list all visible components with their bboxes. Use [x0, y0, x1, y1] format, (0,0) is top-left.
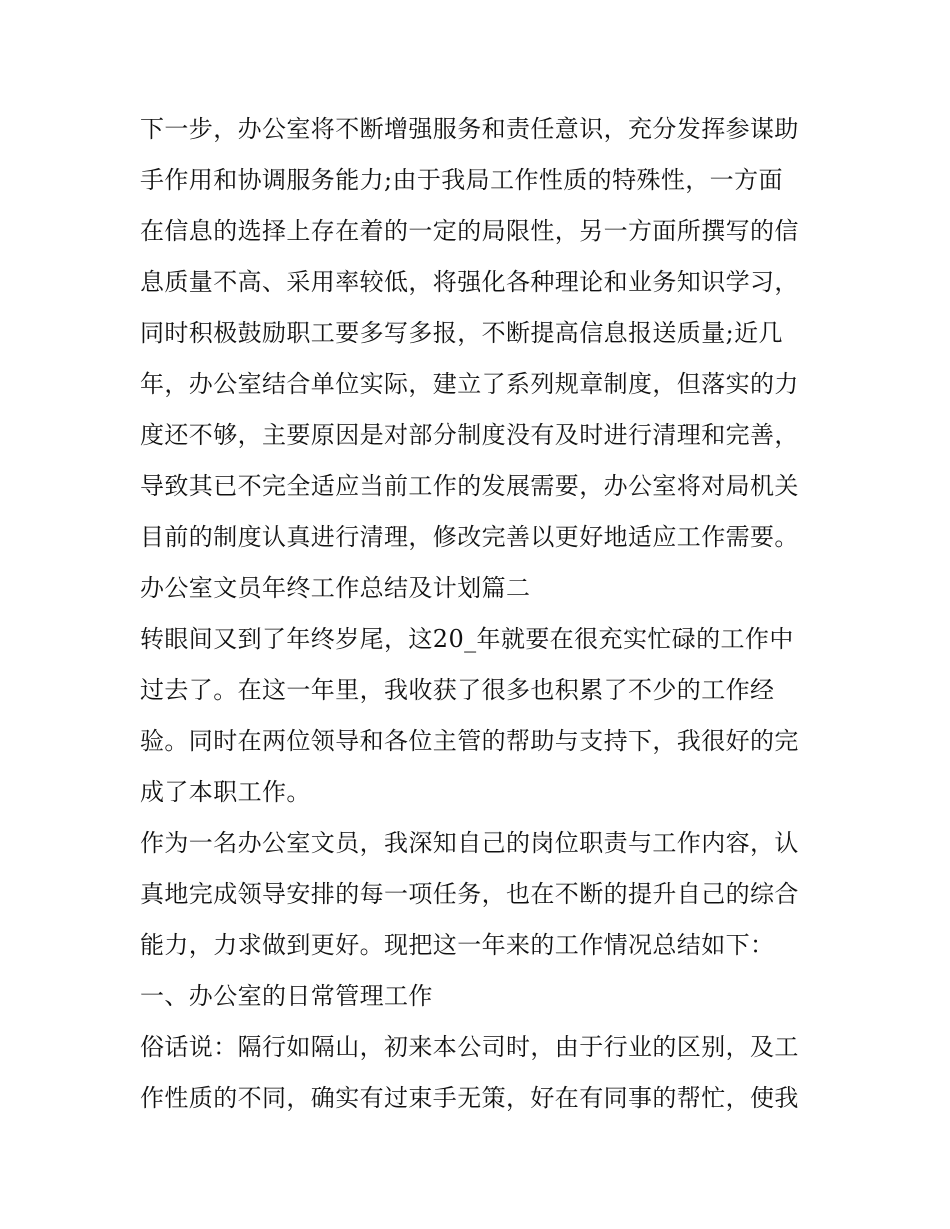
subsection-heading: 一、办公室的日常管理工作 — [140, 982, 433, 1010]
text-line: 真地完成领导安排的每一项任务，也在不断的提升自己的综合 — [140, 880, 799, 908]
text-line: 能力，力求做到更好。现把这一年来的工作情况总结如下： — [140, 931, 775, 959]
text-line: 过去了。在这一年里，我收获了很多也积累了不少的工作经 — [140, 676, 775, 704]
text-line: 俗话说：隔行如隔山，初来本公司时，由于行业的区别，及工 — [140, 1033, 799, 1061]
text-line: 作性质的不同，确实有过束手无策，好在有同事的帮忙，使我 — [140, 1084, 799, 1112]
text-line: 手作用和协调服务能力;由于我局工作性质的特殊性，一方面 — [140, 166, 783, 194]
text-line: 同时积极鼓励职工要多写多报，不断提高信息报送质量;近几 — [140, 319, 783, 347]
section-heading: 办公室文员年终工作总结及计划篇二 — [140, 574, 531, 602]
document-body — [140, 104, 820, 1124]
text-line: 下一步，办公室将不断增强服务和责任意识，充分发挥参谋助 — [140, 115, 799, 143]
text-line: 导致其已不完全适应当前工作的发展需要，办公室将对局机关 — [140, 472, 799, 500]
text-line: 在信息的选择上存在着的一定的局限性，另一方面所撰写的信 — [140, 217, 799, 245]
text-line: 年，办公室结合单位实际，建立了系列规章制度，但落实的力 — [140, 370, 799, 398]
text-line: 目前的制度认真进行清理，修改完善以更好地适应工作需要。 — [140, 523, 799, 551]
text-line: 度还不够，主要原因是对部分制度没有及时进行清理和完善， — [140, 421, 799, 449]
text-line: 息质量不高、采用率较低，将强化各种理论和业务知识学习， — [140, 268, 799, 296]
text-line: 成了本职工作。 — [140, 778, 311, 806]
text-line: 作为一名办公室文员，我深知自己的岗位职责与工作内容，认 — [140, 829, 799, 857]
text-line: 转眼间又到了年终岁尾，这20_年就要在很充实忙碌的工作中 — [140, 625, 794, 653]
text-line: 验。同时在两位领导和各位主管的帮助与支持下，我很好的完 — [140, 727, 799, 755]
